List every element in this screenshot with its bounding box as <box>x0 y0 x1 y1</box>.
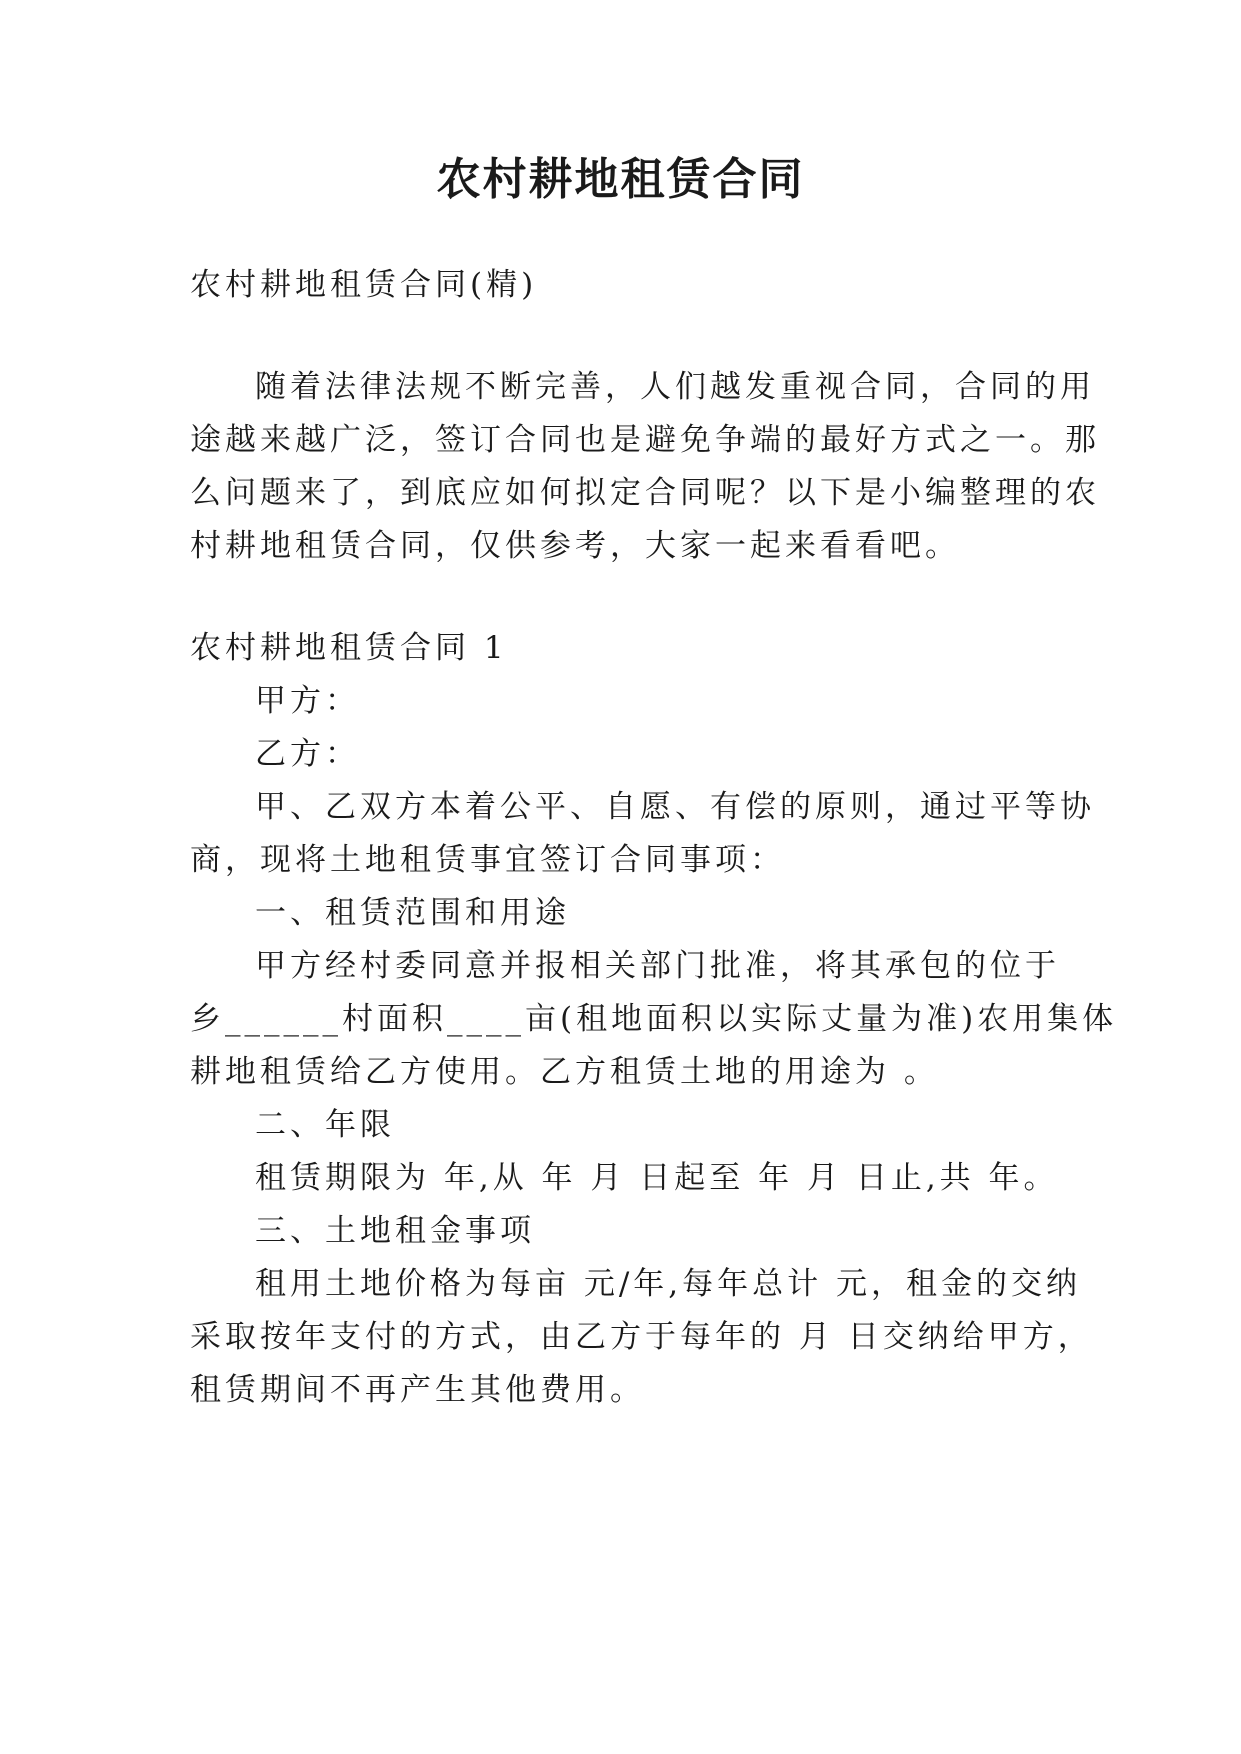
intro-line-2: 途越来越广泛，签订合同也是避免争端的最好方式之一。那 <box>190 422 1100 458</box>
section-1-line-3: 耕地租赁给乙方使用。乙方租赁土地的用途为 。 <box>190 1054 939 1090</box>
section-2-title: 二、年限 <box>255 1107 395 1143</box>
party-b-label: 乙方： <box>255 736 360 772</box>
document-subtitle: 农村耕地租赁合同(精) <box>190 267 538 303</box>
section-3-line-3: 租赁期间不再产生其他费用。 <box>190 1372 645 1408</box>
section-3-line-2: 采取按年支付的方式，由乙方于每年的 月 日交纳给甲方， <box>190 1319 1093 1355</box>
intro-line-4: 村耕地租赁合同，仅供参考，大家一起来看看吧。 <box>190 528 960 564</box>
intro-line-3: 么问题来了，到底应如何拟定合同呢？以下是小编整理的农 <box>190 475 1100 511</box>
section-1-line-2: 乡______村面积____亩(租地面积以实际丈量为准)农用集体 <box>190 1001 1118 1037</box>
section-3-line-1: 租用土地价格为每亩 元/年,每年总计 元，租金的交纳 <box>255 1266 1082 1302</box>
contract-heading: 农村耕地租赁合同 1 <box>190 630 508 666</box>
preamble-line-1: 甲、乙双方本着公平、自愿、有偿的原则，通过平等协 <box>255 789 1095 825</box>
party-a-label: 甲方： <box>255 683 360 719</box>
section-3-title: 三、土地租金事项 <box>255 1213 535 1249</box>
document-title: 农村耕地租赁合同 <box>436 154 805 205</box>
section-1-title: 一、租赁范围和用途 <box>255 895 570 931</box>
section-1-line-1: 甲方经村委同意并报相关部门批准，将其承包的位于 <box>255 948 1060 984</box>
section-2-line: 租赁期限为 年,从 年 月 日起至 年 月 日止,共 年。 <box>255 1160 1059 1196</box>
intro-line-1: 随着法律法规不断完善，人们越发重视合同，合同的用 <box>255 369 1095 405</box>
preamble-line-2: 商，现将土地租赁事宜签订合同事项： <box>190 842 785 878</box>
